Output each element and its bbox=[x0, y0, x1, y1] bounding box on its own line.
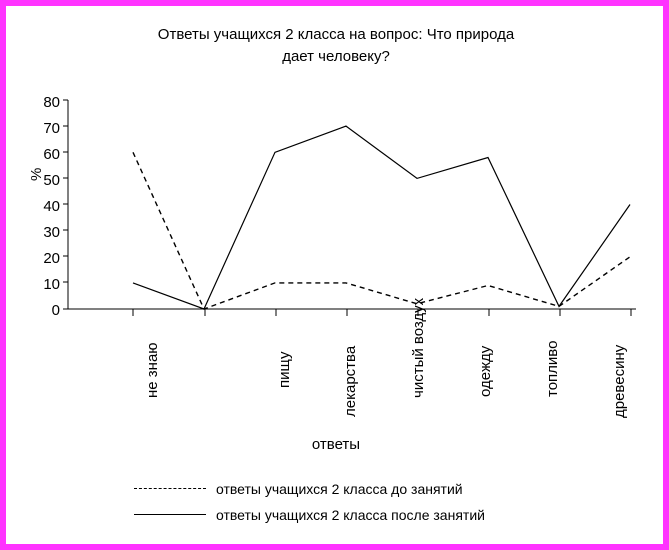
x-tick-chistyy-vozdukh: чистый воздух bbox=[410, 297, 427, 398]
x-tick-drevesinu: древесину bbox=[611, 344, 628, 418]
chart-title-line-1: Ответы учащихся 2 класса на вопрос: Что природа bbox=[157, 26, 515, 43]
legend-key-solid-icon bbox=[134, 514, 206, 516]
chart-legend bbox=[134, 476, 554, 528]
legend-item-before bbox=[134, 476, 554, 502]
series-line-after bbox=[133, 126, 630, 309]
y-tick-30: 30 bbox=[43, 224, 60, 241]
x-tick-pishchu: пищу bbox=[276, 351, 293, 388]
x-tick-odezhdu: одежду bbox=[477, 345, 494, 397]
plot-svg bbox=[6, 6, 663, 544]
y-tick-0: 0 bbox=[51, 302, 60, 319]
y-tick-50: 50 bbox=[43, 172, 60, 189]
legend-label-before: ответы учащихся 2 класса до занятий bbox=[216, 481, 463, 497]
y-tick-40: 40 bbox=[43, 198, 60, 215]
y-tick-10: 10 bbox=[43, 276, 60, 293]
y-tick-70: 70 bbox=[43, 120, 60, 137]
legend-key-dashed-icon bbox=[134, 488, 206, 490]
x-axis-label: ответы bbox=[311, 436, 361, 453]
y-tick-60: 60 bbox=[43, 146, 60, 163]
chart-title-line-2: дает человеку? bbox=[282, 48, 390, 65]
legend-item-after bbox=[134, 502, 554, 528]
x-tick-ne-znayu: не знаю bbox=[144, 342, 161, 398]
chart-area bbox=[6, 6, 663, 544]
y-axis-label: % bbox=[28, 167, 45, 181]
y-tick-20: 20 bbox=[43, 250, 60, 267]
y-tick-80: 80 bbox=[43, 94, 60, 111]
x-tick-lekarstva: лекарства bbox=[342, 345, 359, 417]
series-line-before bbox=[133, 152, 630, 309]
x-tick-toplivo: топливо bbox=[544, 340, 561, 397]
legend-label-after: ответы учащихся 2 класса после занятий bbox=[216, 507, 485, 523]
